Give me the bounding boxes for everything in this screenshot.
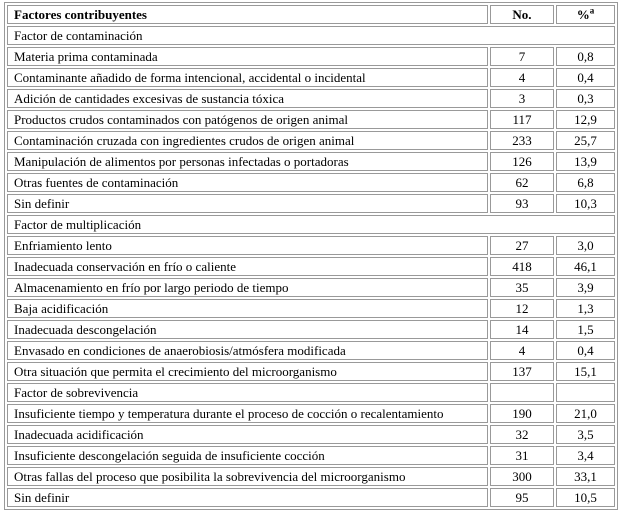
- factor-cell: Almacenamiento en frío por largo periodo de tiempo: [7, 278, 488, 297]
- factor-cell: Insuficiente tiempo y temperatura durante el proceso de cocción o recalentamiento: [7, 404, 488, 423]
- factor-cell: Sin definir: [7, 194, 488, 213]
- percent-cell: 3,9: [556, 278, 615, 297]
- count-cell: 4: [490, 341, 554, 360]
- table-row: [7, 47, 615, 66]
- count-cell: 300: [490, 467, 554, 486]
- section-label-cell: Factor de contaminación: [7, 26, 615, 45]
- table-row: [7, 446, 615, 465]
- percent-cell: 33,1: [556, 467, 615, 486]
- table-row: [7, 131, 615, 150]
- section-label-cell: Factor de sobrevivencia: [7, 383, 488, 402]
- count-cell: 95: [490, 488, 554, 507]
- table-row: [7, 236, 615, 255]
- count-cell: 62: [490, 173, 554, 192]
- count-cell: 14: [490, 320, 554, 339]
- percent-cell: 46,1: [556, 257, 615, 276]
- count-cell: 35: [490, 278, 554, 297]
- count-cell: 418: [490, 257, 554, 276]
- factor-cell: Insuficiente descongelación seguida de insuficiente cocción: [7, 446, 488, 465]
- factor-cell: Contaminante añadido de forma intencional, accidental o incidental: [7, 68, 488, 87]
- count-cell: 117: [490, 110, 554, 129]
- header-percent-footnote-marker: a: [589, 5, 595, 16]
- percent-cell: 15,1: [556, 362, 615, 381]
- percent-cell: 3,0: [556, 236, 615, 255]
- contributing-factors-table: [4, 2, 618, 510]
- header-percent: [556, 5, 615, 24]
- factor-cell: Otras fallas del proceso que posibilita la sobrevivencia del microorganismo: [7, 467, 488, 486]
- percent-cell: 3,5: [556, 425, 615, 444]
- section-row: [7, 26, 615, 45]
- table-row: [7, 488, 615, 507]
- count-cell: 4: [490, 68, 554, 87]
- count-cell: 31: [490, 446, 554, 465]
- table-row: [7, 89, 615, 108]
- factor-cell: Adición de cantidades excesivas de sustancia tóxica: [7, 89, 488, 108]
- table-row: [7, 404, 615, 423]
- table-row: [7, 362, 615, 381]
- percent-cell: 0,4: [556, 68, 615, 87]
- table-row: [7, 257, 615, 276]
- count-cell: 32: [490, 425, 554, 444]
- table-row: [7, 425, 615, 444]
- header-row: [7, 5, 615, 24]
- factor-cell: Materia prima contaminada: [7, 47, 488, 66]
- factor-cell: Otra situación que permita el crecimiento del microorganismo: [7, 362, 488, 381]
- factor-cell: Manipulación de alimentos por personas infectadas o portadoras: [7, 152, 488, 171]
- factor-cell: Inadecuada acidificación: [7, 425, 488, 444]
- percent-cell: 3,4: [556, 446, 615, 465]
- count-cell: 126: [490, 152, 554, 171]
- factor-cell: Sin definir: [7, 488, 488, 507]
- percent-cell: 0,4: [556, 341, 615, 360]
- count-cell: 7: [490, 47, 554, 66]
- count-cell: 12: [490, 299, 554, 318]
- count-cell: 190: [490, 404, 554, 423]
- table-row: [7, 110, 615, 129]
- factor-cell: Envasado en condiciones de anaerobiosis/atmósfera modificada: [7, 341, 488, 360]
- header-percent-symbol: %: [576, 7, 590, 22]
- factor-cell: Productos crudos contaminados con patógenos de origen animal: [7, 110, 488, 129]
- factor-cell: Contaminación cruzada con ingredientes crudos de origen animal: [7, 131, 488, 150]
- count-cell: [490, 383, 554, 402]
- table-row: [7, 299, 615, 318]
- table-row: [7, 341, 615, 360]
- percent-cell: 6,8: [556, 173, 615, 192]
- percent-cell: 13,9: [556, 152, 615, 171]
- percent-cell: 0,8: [556, 47, 615, 66]
- factor-cell: Baja acidificación: [7, 299, 488, 318]
- count-cell: 233: [490, 131, 554, 150]
- section-row: [7, 215, 615, 234]
- header-factor: Factores contribuyentes: [7, 5, 488, 24]
- percent-cell: 1,5: [556, 320, 615, 339]
- percent-cell: 25,7: [556, 131, 615, 150]
- table-body: [7, 26, 615, 507]
- percent-cell: 10,3: [556, 194, 615, 213]
- percent-cell: 12,9: [556, 110, 615, 129]
- table-row: [7, 152, 615, 171]
- percent-cell: 10,5: [556, 488, 615, 507]
- count-cell: 93: [490, 194, 554, 213]
- table-row: [7, 320, 615, 339]
- count-cell: 137: [490, 362, 554, 381]
- section-row: [7, 383, 615, 402]
- section-label-cell: Factor de multiplicación: [7, 215, 615, 234]
- factor-cell: Enfriamiento lento: [7, 236, 488, 255]
- factor-cell: Inadecuada conservación en frío o caliente: [7, 257, 488, 276]
- percent-cell: 21,0: [556, 404, 615, 423]
- header-count: No.: [490, 5, 554, 24]
- percent-cell: [556, 383, 615, 402]
- table-row: [7, 68, 615, 87]
- table-row: [7, 173, 615, 192]
- percent-cell: 0,3: [556, 89, 615, 108]
- factor-cell: Otras fuentes de contaminación: [7, 173, 488, 192]
- count-cell: 27: [490, 236, 554, 255]
- table-row: [7, 278, 615, 297]
- count-cell: 3: [490, 89, 554, 108]
- factor-cell: Inadecuada descongelación: [7, 320, 488, 339]
- table-row: [7, 467, 615, 486]
- percent-cell: 1,3: [556, 299, 615, 318]
- table-row: [7, 194, 615, 213]
